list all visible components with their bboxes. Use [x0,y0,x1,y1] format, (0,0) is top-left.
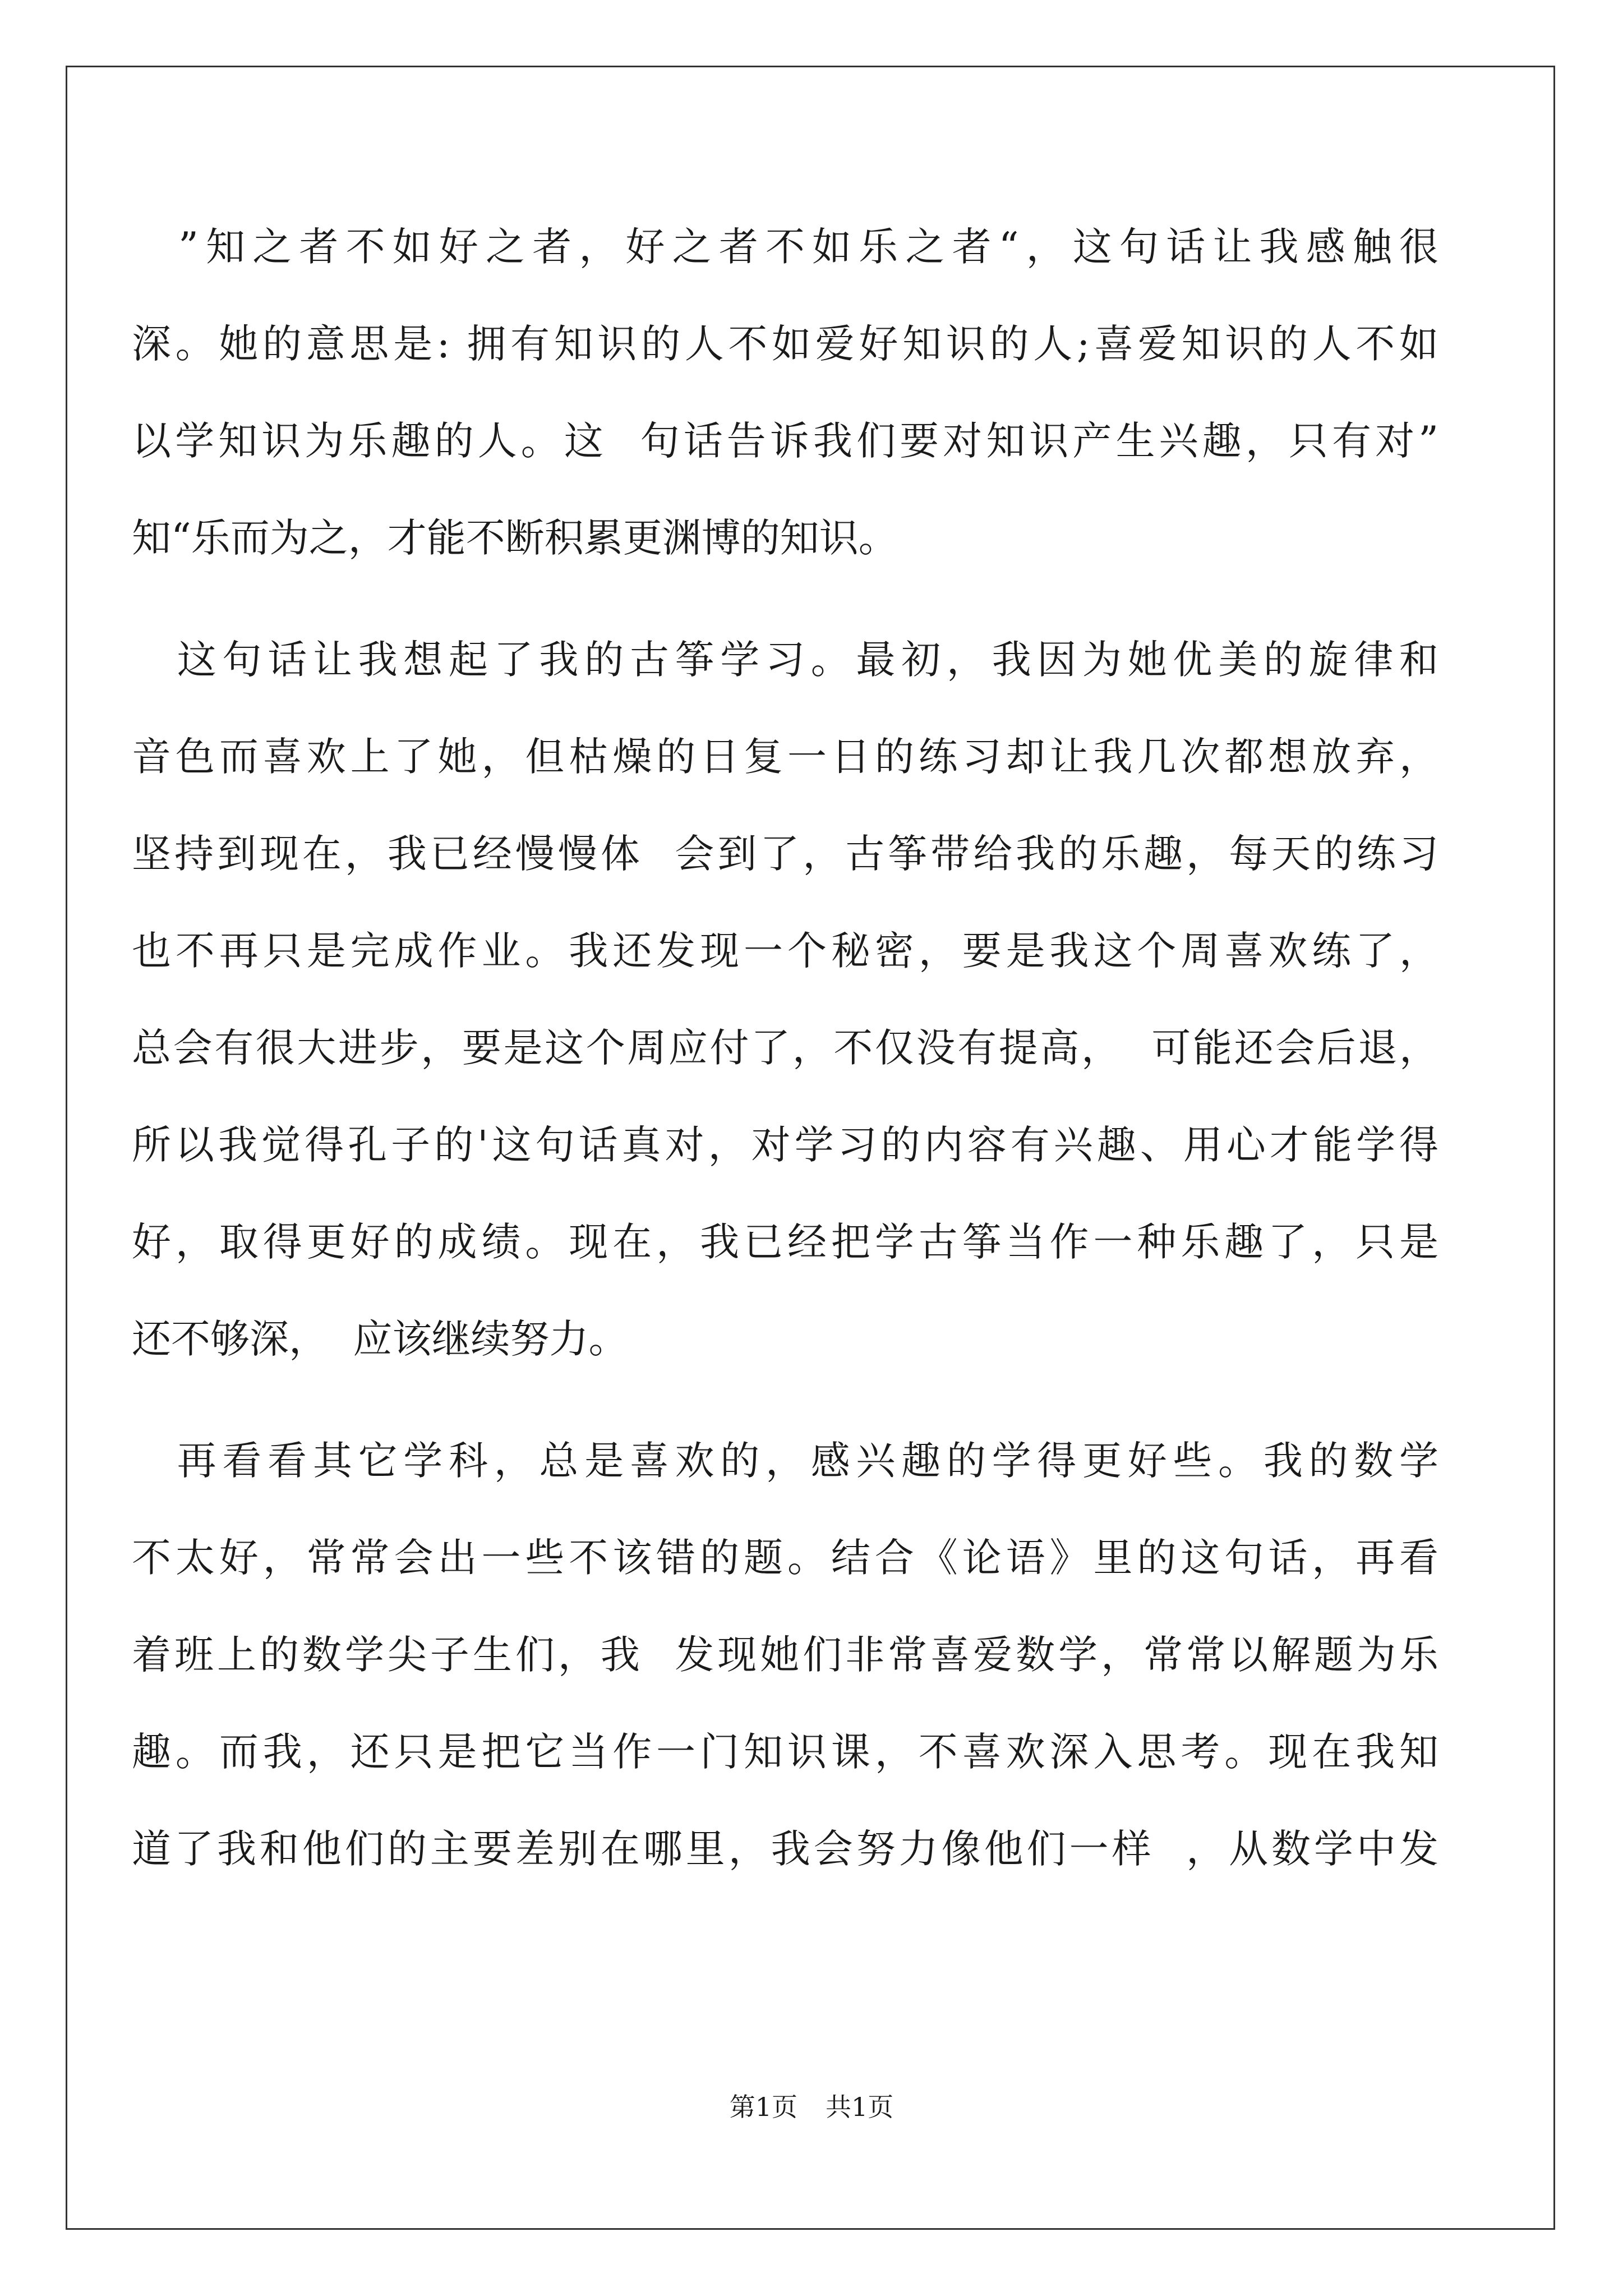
text-line: 好，取得更好的成绩。现在，我已经把学古筝当作一种乐趣了，只是 [132,1219,1438,1265]
text-line: 还不够深， 应该继续努力。 [132,1316,628,1362]
page-total: 共1页 [826,2092,894,2122]
page-number: 第1页 [729,2092,797,2122]
text-line: 所以我觉得孔子的'这句话真对，对学习的内容有兴趣、用心才能学得 [132,1122,1438,1168]
page-footer [0,2087,1623,2124]
text-line: 坚持到现在，我已经慢慢体 会到了，古筝带给我的乐趣，每天的练习 [132,831,1438,877]
text-line: 再看看其它学科，总是喜欢的，感兴趣的学得更好些。我的数学 [132,1438,1438,1484]
text-line: 以学知识为乐趣的人。这 句话告诉我们要对知识产生兴趣，只有对” [132,418,1438,464]
text-line: 着班上的数学尖子生们，我 发现她们非常喜爱数学，常常以解题为乐 [132,1632,1438,1678]
text-line: 这句话让我想起了我的古筝学习。最初，我因为她优美的旋律和 [132,637,1438,683]
text-line: ”知之者不如好之者，好之者不如乐之者“，这句话让我感触很 [132,224,1438,270]
text-line: 知“乐而为之，才能不断积累更渊博的知识。 [132,515,898,561]
text-line: 总会有很大进步，要是这个周应付了，不仅没有提高， 可能还会后退， [132,1025,1438,1071]
text-line: 也不再只是完成作业。我还发现一个秘密，要是我这个周喜欢练了， [132,928,1438,974]
text-line: 趣。而我，还只是把它当作一门知识课，不喜欢深入思考。现在我知 [132,1729,1438,1775]
text-line: 深。她的意思是: 拥有知识的人不如爱好知识的人;喜爱知识的人不如 [132,321,1438,367]
text-line: 道了我和他们的主要差别在哪里，我会努力像他们一样 ，从数学中发 [132,1826,1439,1872]
text-line: 不太好，常常会出一些不该错的题。结合《论语》里的这句话，再看 [132,1535,1438,1581]
text-line: 音色而喜欢上了她，但枯燥的日复一日的练习却让我几次都想放弃， [132,734,1438,780]
